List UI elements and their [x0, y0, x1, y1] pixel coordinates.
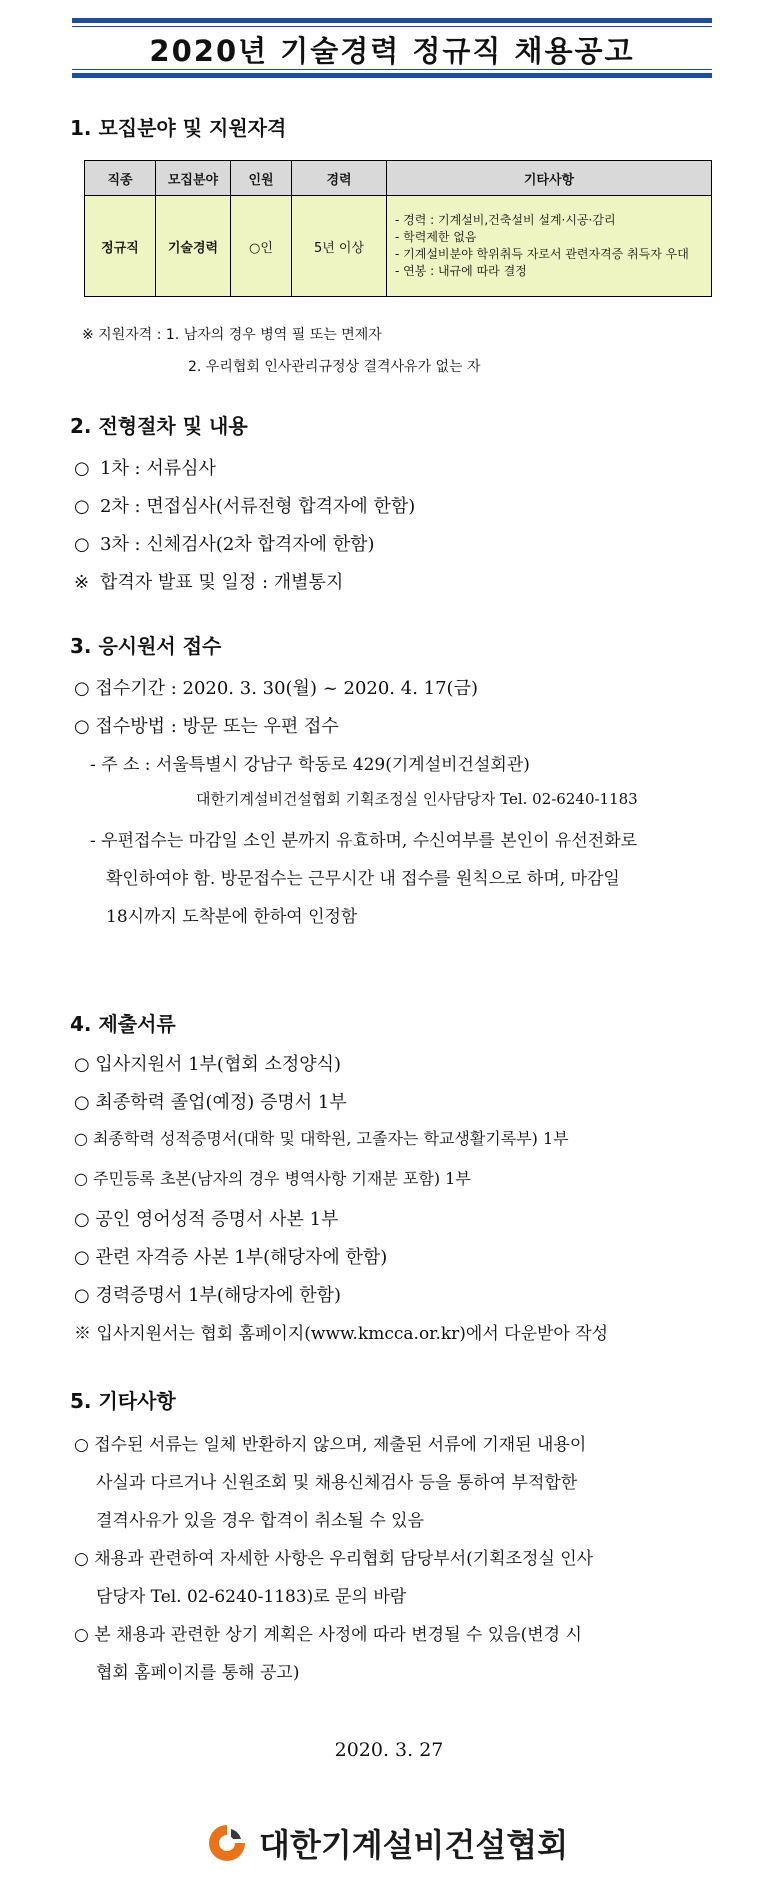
- list-item: [74, 492, 415, 518]
- document-item: ○ 경력증명서 1부(해당자에 한함): [74, 1285, 342, 1306]
- list-item: [74, 530, 375, 556]
- header-job-type: 직종: [85, 161, 156, 196]
- mail-note-line-3: 18시까지 도착분에 한하여 인정함: [106, 907, 358, 927]
- document-item: ○ 최종학력 졸업(예정) 증명서 1부: [74, 1092, 347, 1113]
- note-mark: ※: [74, 572, 90, 593]
- cell-notes: [387, 196, 712, 297]
- list-item-text: 3차 : 신체검사(2차 합격자에 한함): [100, 534, 375, 555]
- mail-note-line-2: 확인하여야 함. 방문접수는 근무시간 내 접수를 원칙으로 하며, 마감일: [106, 869, 620, 889]
- etc-line: 결격사유가 있을 경우 합격이 취소될 수 있음: [96, 1511, 425, 1531]
- title-banner: [72, 18, 712, 78]
- etc-line: 사실과 다르거나 신원조회 및 채용신체검사 등을 통하여 부적합한: [96, 1473, 578, 1493]
- download-note: ※ 입사지원서는 협회 홈페이지(www.kmcca.or.kr)에서 다운받아 작성: [74, 1324, 609, 1344]
- application-method: ○ 접수방법 : 방문 또는 우편 접수: [74, 716, 339, 737]
- org-emblem-icon: [205, 1821, 249, 1865]
- list-item-text: 2차 : 면접심사(서류전형 합격자에 한함): [100, 496, 416, 517]
- document-item: ○ 공인 영어성적 증명서 사본 1부: [74, 1209, 339, 1230]
- list-item-text: 1차 : 서류심사: [100, 458, 216, 479]
- etc-line: 협회 홈페이지를 통해 공고): [96, 1663, 300, 1683]
- section-3-heading: 3. 응시원서 접수: [70, 634, 222, 658]
- section-2-heading: 2. 전형절차 및 내용: [70, 414, 248, 438]
- header-count: 인원: [231, 161, 292, 196]
- mail-note-line-1: - 우편접수는 마감일 소인 분까지 유효하며, 수신여부를 본인이 유선전화로: [90, 831, 638, 851]
- etc-line: ○ 채용과 관련하여 자세한 사항은 우리협회 담당부서(기획조정실 인사: [74, 1549, 594, 1569]
- note-line: - 학력제한 없음: [395, 230, 477, 244]
- header-experience: 경력: [292, 161, 387, 196]
- section-1-heading: 1. 모집분야 및 지원자격: [70, 116, 287, 140]
- list-item-text: 합격자 발표 및 일정 : 개별통지: [100, 572, 344, 593]
- cell-job-type: 정규직: [85, 196, 156, 297]
- bullet-mark: ○: [74, 534, 90, 555]
- announcement-date: 2020. 3. 27: [334, 1739, 444, 1761]
- note-line: - 기계설비분야 학위취득 자로서 관련자격증 취득자 우대: [395, 247, 689, 261]
- bullet-mark: ○: [74, 496, 90, 517]
- table-header-row: [85, 161, 712, 196]
- list-item: [74, 454, 216, 480]
- page-title: 2020년 기술경력 정규직 채용공고: [149, 34, 635, 68]
- table-row: [85, 196, 712, 297]
- org-name: 대한기계설비건설협회: [259, 1826, 569, 1864]
- header-notes: 기타사항: [387, 161, 712, 196]
- address-line-1: - 주 소 : 서울특별시 강남구 학동로 429(기계설비건설회관): [90, 755, 530, 775]
- org-logo: [205, 1818, 568, 1868]
- bullet-mark: ○: [74, 458, 90, 479]
- header-field: 모집분야: [156, 161, 231, 196]
- document-item: ○ 관련 자격증 사본 1부(해당자에 한함): [74, 1247, 388, 1268]
- document-item: ○ 주민등록 초본(남자의 경우 병역사항 기재분 포함) 1부: [74, 1169, 471, 1188]
- recruitment-table: [84, 160, 712, 297]
- etc-line: 담당자 Tel. 02-6240-1183)로 문의 바람: [96, 1587, 407, 1607]
- etc-line: ○ 본 채용과 관련한 상기 계획은 사정에 따라 변경될 수 있음(변경 시: [74, 1625, 582, 1645]
- section-4-heading: 4. 제출서류: [70, 1012, 176, 1036]
- cell-count: ○인: [231, 196, 292, 297]
- address-line-2: 대한기계설비건설협회 기획조정실 인사담당자 Tel. 02-6240-1183: [196, 790, 638, 808]
- list-item: [74, 568, 343, 594]
- qualification-2: 2. 우리협회 인사관리규정상 결격사유가 없는 자: [188, 359, 481, 375]
- application-period: ○ 접수기간 : 2020. 3. 30(월) ~ 2020. 4. 17(금): [74, 678, 478, 699]
- cell-field: 기술경력: [156, 196, 231, 297]
- document-item: ○ 최종학력 성적증명서(대학 및 대학원, 고졸자는 학교생활기록부) 1부: [74, 1129, 569, 1148]
- cell-experience: 5년 이상: [292, 196, 387, 297]
- document-item: ○ 입사지원서 1부(협회 소정양식): [74, 1054, 342, 1075]
- note-line: - 경력 : 기계설비,건축설비 설계·시공·감리: [395, 213, 616, 227]
- note-line: - 연봉 : 내규에 따라 결정: [395, 264, 527, 278]
- etc-line: ○ 접수된 서류는 일체 반환하지 않으며, 제출된 서류에 기재된 내용이: [74, 1435, 587, 1455]
- section-5-heading: 5. 기타사항: [70, 1389, 176, 1413]
- qualification-1: ※ 지원자격 : 1. 남자의 경우 병역 필 또는 면제자: [82, 327, 382, 343]
